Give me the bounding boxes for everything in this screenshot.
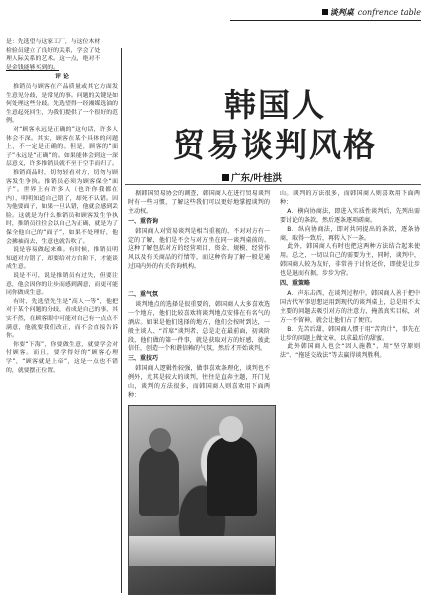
commentary-paragraph: 对“顾客永远是正确的”这句话，许多人体会不深。其实，顾客在某个具体的问题上，不一定是正确的。但是，顾客的“面子”永远是“正确”的。如果能体会到这一深层意义，许多推销员就不至于空手而归了。: [6, 126, 118, 168]
intro-underline: 是金钱能够买到的。: [6, 64, 60, 71]
photo-person-head: [149, 428, 171, 452]
body-paragraph: 此外韩国商人也会“因人施教”，用“坚守原则法”、“拖延交战法”等去赢得谈判胜利。: [280, 343, 420, 360]
column-divider: [121, 48, 122, 593]
main-column-top: [128, 190, 270, 285]
intro-line: 检验员建立了良好的关系，学会了处: [6, 47, 101, 54]
section-label: 谈判桌: [329, 8, 354, 17]
header-rule: [230, 20, 421, 21]
commentary-paragraph: 有时，先选望先生是“高人一等”，他把对于某个问题的分歧，看成是自己的事，其实不然，在顾客眼中可能对自己有一点点不满意，他就要我们改正，而不会直接告诉你。: [6, 298, 118, 340]
body-paragraph: A．声东击西，在谈判过程中，韩国商人善于把中国古代军事思想运用到现代的谈判桌上，总是用不太主要的问题去吸引对方的注意力，掩盖真实目标，对方一不留神，就会让他们占了便宜。: [280, 289, 420, 324]
photo-table: [129, 536, 275, 566]
commentary-paragraph: 你要“下海”，你要做生意，就要学会对付顾客。而且，要学得好的“顾客心理学”，“顾客就是上帝”，这是一点也不错的，就要摆正位置。: [6, 341, 118, 374]
byline: [222, 170, 282, 184]
body-paragraph: 山。谈判的方法很多，而韩国商人则喜欢用下面两种：: [280, 190, 420, 206]
main-column-right: [280, 190, 420, 600]
subheading: 二、重气氛: [128, 291, 159, 298]
subheading: 一、重咨询: [128, 217, 159, 225]
body-paragraph: A．横向协商法，即进入实质性谈判后，先列出需要讨论的条款，然后逐条逐项磋商。: [280, 207, 420, 224]
photo-person-head: [219, 416, 243, 442]
body-paragraph: B．纵向协商法，即对共同提出的条款，逐条协商，取得一致后，再转入下一条。: [280, 225, 420, 242]
intro-line: 理人际关系的艺术。这一点，绝对不: [6, 56, 101, 63]
author: 广东/叶桂洪: [231, 173, 282, 184]
body-paragraph: 韩国商人逻辑性较强，做事喜欢条理化，谈判也不例外，尤其是较大的谈判，往往是直奔主题，开门见山，谈判的方法很多，而韩国商人则喜欢用下面两种：: [128, 365, 270, 398]
commentary-heading: 评 论: [55, 74, 69, 81]
commentary-paragraph: 说是容易做起来难。有时候，推销员明知道对方错了，却要给对方台阶下，才能谈成生意。: [6, 247, 118, 271]
body-paragraph: 此外，韩国商人有时也把这两种方法结合起来使用。总之，一切以自己的需要为主，同时，谈判中，韩国商人较为友好，非常善于讨价还价，即使是让步也是退而有据，步步为营。: [280, 243, 420, 278]
section-english-label: confrence table: [357, 8, 421, 17]
article-title-line2: 贸易谈判风格: [172, 126, 377, 164]
byline-rule: [125, 184, 421, 185]
intro-line: 是：先选望与这家工厂，与这位木材: [6, 39, 101, 45]
subheading: 四、重策略: [280, 280, 311, 288]
article-title-line1: 韩国人: [223, 86, 326, 124]
commentary-paragraph: 说是不可，说是推销员有过失，但要注意，他会因你的让步而感到满意，而更可能同你做成生意。: [6, 273, 118, 297]
photo-person: [207, 436, 257, 516]
square-bullet-icon: [322, 9, 328, 15]
section-tag: [322, 7, 421, 18]
body-paragraph: B．先苦后甜，韩国商人惯于用“苦肉计”，事先在让步的问题上做文章，以求最后的甜蜜。: [280, 325, 420, 342]
negotiation-photo: [128, 405, 276, 595]
body-paragraph: 韩国商人对贸易谈判是相当重视的，不对对方有一定的了解，他们是不会与对方坐在同一谈判桌前的。这种了解包括对方的经营项目、资金、规模、经营作风以及有关商品的行情等，而这种咨询了解一般是通过国内外的有关咨询机构。: [128, 227, 270, 271]
body-paragraph: 谈判地点的选择是很重要的，韩国商人大多喜欢选一个地方，他们比较喜欢将谈判地点安排在有名气的酒店。如果是他们选择的地方，他们会按时到达，一般主谈人、“首席”谈判者，总是走在最前面，初谈阶段，他们做的第一件事，就是获取对方的好感，彼此信任，创造一个和谐信赖的气氛，然后才开始谈判。: [128, 300, 270, 353]
commentary-paragraph: 推销商品时，切勿轻看对方，切勿与顾客发生争执。推销员必须为顾客保全“面子”。世界上有许多人（也许你我都在内），明明知道自己错了，却死不认错。因为他要面子，如果一旦认错，他就会感到丢脸。这就是为什么推销员和顾客发生争执时，推销员往往会以自己为正确，就是为了保全他自己的“面子”，如果不处理好，他会拂袖而去，生意也就告吹了。: [6, 169, 118, 245]
left-column: [6, 38, 118, 600]
body-paragraph: 据韩国贸易协会的调查，韩国商人在进行贸易谈判时有一些习惯，了解这些我们可以更好地掌握谈判的主动权。: [128, 190, 270, 215]
main-column-mid: [128, 290, 270, 398]
commentary-paragraph: 推销员与顾客在产品质量或其它方面发生意见分歧，是常见的事。问题的关键是如何处理这些分歧。先选望得一经湘媒选油的生意起死回生，为我们提供了一个很好的范例。: [6, 83, 118, 125]
subheading: 三、重技巧: [128, 355, 159, 363]
photo-person: [139, 446, 179, 516]
square-bullet-icon: [222, 174, 229, 181]
